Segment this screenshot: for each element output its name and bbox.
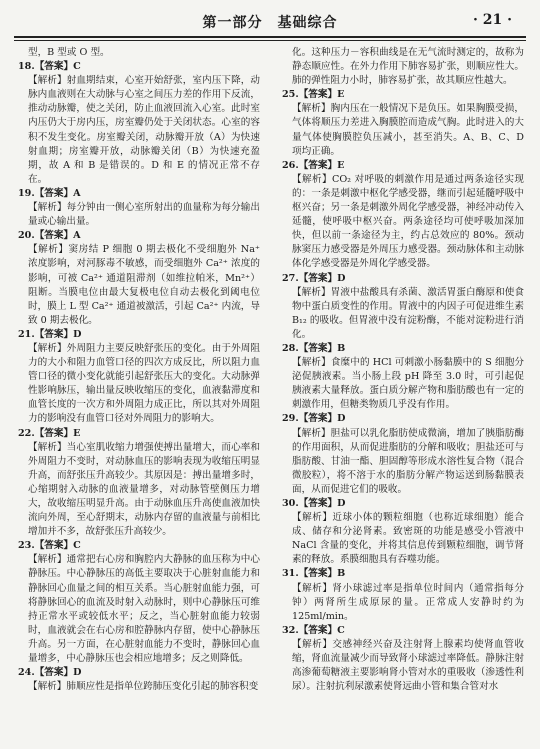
analysis: 【解析】外周阻力主要反映舒张压的变化。由于外周阻力的大小和阻力血管口径的四次方成反比，所以阻力血管口径的微小变化就能引起舒张压大的变化。大动脉弹性影响脉压，输出量反映收缩压的变化，血液黏滞度和血管长度的一次方和外周阻力成正比，所以其对外周阻力的影响没有血管口径对外周阻力的影响大。	[28, 342, 260, 425]
answer: 【答案】D	[34, 328, 82, 340]
answer: 【答案】D	[298, 413, 346, 425]
left-column	[18, 46, 260, 694]
question-24	[18, 666, 260, 694]
question-number: 18.	[18, 61, 35, 73]
question-number: 23.	[18, 540, 35, 552]
question-number: 28.	[282, 342, 299, 354]
question-27	[282, 272, 524, 342]
analysis: 【解析】每分钟由一侧心室所射出的血量称为每分输出量或心输出量。	[28, 202, 260, 228]
question-25	[282, 88, 524, 158]
answer: 【答案】D	[298, 272, 346, 284]
answer: 【答案】D	[298, 498, 346, 509]
right-column	[282, 46, 524, 694]
question-number: 32.	[282, 624, 299, 636]
question-number: 19.	[18, 187, 35, 199]
answer: 【答案】C	[298, 624, 345, 636]
question-31	[282, 567, 524, 623]
answer: 【答案】D	[34, 667, 82, 679]
question-number: 29.	[282, 413, 299, 425]
question-28	[282, 342, 524, 412]
question-21	[18, 328, 260, 427]
analysis: 【解析】胃液中盐酸具有杀菌、激活胃蛋白酶原和使食物中蛋白质变性的作用。胃液中的内因子可促进维生素 B₁₂ 的吸收。但胃液中没有淀粉酶，不能对淀粉进行消化。	[292, 286, 524, 340]
question-number: 22.	[18, 427, 35, 439]
question-number: 25.	[282, 89, 299, 101]
question-26	[282, 159, 524, 272]
answer: 【答案】E	[298, 159, 345, 171]
analysis: 【解析】近球小体的颗粒细胞（也称近球细胞）能合成、储存和分泌肾素。致密斑的功能是感受小管液中 NaCl 含量的变化，并将其信息传到颗粒细胞，调节肾素的释放。系膜细胞具有吞噬功能。	[292, 512, 524, 566]
analysis: 【解析】食糜中的 HCl 可刺激小肠黏膜中的 S 细胞分泌促胰液素。当小肠上段 pH 降至 3.0 时，可引起促胰液素大量释放。蛋白质分解产物和脂肪酸也有一定的刺激作用，但糖类物质几乎没有作用。	[292, 357, 524, 411]
answer: 【答案】C	[34, 540, 81, 552]
question-number: 26.	[282, 159, 299, 171]
analysis: 【解析】CO₂ 对呼吸的刺激作用是通过两条途径实现的：一条是刺激中枢化学感受器，继而引起延髓呼吸中枢兴奋；另一条是刺激外周化学感受器，神经冲动传入延髓，使呼吸中枢兴奋。两条途径均可使呼吸加深加快，但以前一条途径为主，约占总效应的 80%。颈动脉窦压力感受器是外周压力感受器。颈动脉体和主动脉体化学感受器是外周化学感受器。	[292, 173, 524, 270]
analysis: 【解析】当心室肌收缩力增强使搏出量增大，而心率和外周阻力不变时，对动脉血压的影响表现为收缩压明显升高，而舒张压升高较少。其原因是：搏出量增多时，心缩期射入动脉的血液量增多，对动脉管壁侧压力增大，故收缩压明显升高。由于动脉血压升高使血液加快流向外周，至心舒期末，动脉内存留的血液量与前相比增加并不多，故舒张压升高较少。	[28, 441, 260, 538]
continuation-text: 化。这种压力－容积曲线是在无气流时测定的，故称为静态顺应性。在外力作用下肺容易扩张，则顺应性大。肺的弹性阻力小时，肺容易扩张，故其顺应性越大。	[292, 47, 524, 87]
analysis: 【解析】胸内压在一般情况下是负压。如果胸膜受损，气体将顺压力差进入胸膜腔而造成气胸。此时进入的大量气体使胸膜腔负压减小，甚至消失。A、B、C、D 项均正确。	[292, 103, 524, 157]
answer: 【答案】B	[298, 568, 346, 580]
answer: 【答案】C	[34, 61, 81, 73]
question-23	[18, 539, 260, 666]
analysis: 【解析】肾小球滤过率是指单位时间内（通常指每分钟）两肾所生成原尿的量。正常成人安静时约为 125ml/min。	[292, 582, 524, 622]
question-number: 31.	[282, 568, 299, 580]
analysis: 【解析】交感神经兴奋及注射肾上腺素均使肾血管收缩，肾血流量减少而导致肾小球滤过率降低。静脉注射高渗葡萄糖液主要影响肾小管对水的重吸收（渗透性利尿）。注射抗利尿激素使肾远曲小管和集合管对水	[292, 638, 524, 693]
header-rule-thin	[14, 40, 526, 41]
page-header	[0, 0, 540, 44]
question-20	[18, 229, 260, 328]
answer: 【答案】E	[34, 427, 81, 439]
page-number: · 21 ·	[473, 12, 512, 28]
question-number: 30.	[282, 498, 299, 509]
section-title: 第一部分 基础综合	[202, 15, 338, 31]
analysis: 【解析】窦房结 P 细胞 0 期去极化不受细胞外 Na⁺ 浓度影响，对河豚毒不敏感，而受细胞外 Ca²⁺ 浓度的影响，可被 Ca²⁺ 通道阻滞剂（如维拉帕米，Mn²⁺）阻断。当膜电位由最大复极电位自动去极化到阈电位时，膜上 L 型 Ca²⁺ 通道被激活，引起 Ca²⁺ 内流，导致 0 期去极化。	[28, 244, 260, 326]
answer: 【答案】B	[298, 342, 346, 354]
answer: 【答案】A	[34, 230, 81, 242]
question-22	[18, 427, 260, 540]
analysis: 【解析】通常把右心房和胸腔内大静脉的血压称为中心静脉压。中心静脉压的高低主要取决于心脏射血能力和静脉回心血量之间的相互关系。当心脏射血能力强，可将静脉回心的血流及时射入动脉时，则中心静脉压可维持正常水平或较低水平；反之，当心脏射血能力较弱时，血液就会在右心房和腔静脉内存留，使中心静脉压升高。另一方面，在心脏射血能力不变时，静脉回心血量增多，中心静脉压也会相应地增多；反之则降低。	[28, 554, 260, 665]
question-19	[18, 187, 260, 229]
header-rule	[14, 36, 526, 38]
answer: 【答案】A	[34, 187, 81, 199]
question-30	[282, 497, 524, 567]
question-number: 24.	[18, 667, 35, 679]
answer: 【答案】E	[298, 89, 345, 101]
analysis: 【解析】肺顺应性是指单位跨肺压变化引起的肺容积变	[28, 681, 259, 693]
question-number: 20.	[18, 230, 35, 242]
continuation-text: 型，B 型或 O 型。	[28, 47, 110, 58]
question-number: 27.	[282, 272, 299, 284]
question-32	[282, 624, 524, 694]
question-29	[282, 412, 524, 497]
question-number: 21.	[18, 328, 35, 340]
analysis: 【解析】胆盐可以乳化脂肪使成微滴，增加了胰脂肪酶的作用面积，从而促进脂肪的分解和吸收；胆盐还可与脂肪酸、甘油一酯、胆固醇等形成水溶性复合物（混合微胶粒），将不溶于水的脂肪分解产物运送到肠黏膜表面，从而促进它们的吸收。	[292, 427, 524, 495]
question-18	[18, 60, 260, 187]
analysis: 【解析】射血期结束，心室开始舒张，室内压下降，动脉内血液则在大动脉与心室之间压力差的作用下反流，推动动脉瓣，使之关闭，防止血液回流入心室。此时室内压仍大于房内压，房室瓣仍处于关闭状态。心室的容积不发生变化。房室瓣关闭，动脉瓣开放（A）为快速射血期；房室瓣开放，动脉瓣关闭（B）为快速充盈期，故 A 和 B 是错误的。D 和 E 的情况正常不存在。	[28, 75, 260, 185]
